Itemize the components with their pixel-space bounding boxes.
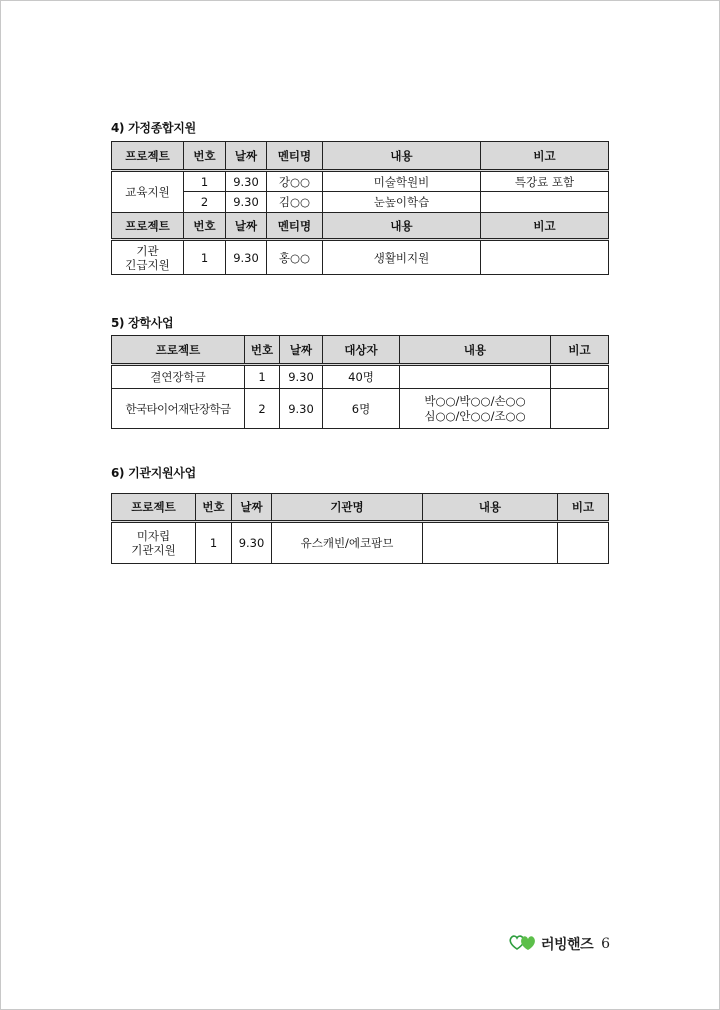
header-cell: 내용 [423,494,558,522]
table-cell: 9.30 [232,522,272,564]
table-cell: 생활비지원 [323,240,481,275]
table-header-row [112,336,609,365]
project-cell: 기관 긴급지원 [112,240,184,275]
table-cell: 9.30 [280,389,323,429]
table-cell: 9.30 [226,171,267,192]
table-row [112,365,609,389]
table-header-row [112,142,609,171]
header-cell: 번호 [184,142,226,171]
table-cell [400,365,551,389]
section-4-table [111,141,609,275]
table-cell [551,389,609,429]
project-cell: 미자립 기관지원 [112,522,196,564]
header-cell: 번호 [196,494,232,522]
table-cell: 홍○○ [267,240,323,275]
header-cell: 프로젝트 [112,494,196,522]
table-cell: 2 [245,389,280,429]
header-cell: 비고 [551,336,609,365]
header-cell: 기관명 [272,494,423,522]
table-row [112,389,609,429]
header-cell: 비고 [558,494,609,522]
header-cell: 날짜 [226,142,267,171]
table-cell: 6명 [323,389,400,429]
table-cell: 2 [184,192,226,213]
header-cell: 내용 [323,213,481,240]
header-cell: 프로젝트 [112,336,245,365]
table-cell: 박○○/박○○/손○○ 심○○/안○○/조○○ [400,389,551,429]
table-cell: 9.30 [280,365,323,389]
table-cell: 1 [245,365,280,389]
header-cell: 날짜 [280,336,323,365]
header-cell: 대상자 [323,336,400,365]
header-cell: 날짜 [226,213,267,240]
header-cell: 프로젝트 [112,213,184,240]
heart-leaf-icon [508,932,538,956]
table-header-row [112,213,609,240]
header-cell: 내용 [400,336,551,365]
header-cell: 멘티명 [267,213,323,240]
header-cell: 번호 [245,336,280,365]
table-row [112,240,609,275]
page-number: 6 [601,936,611,952]
header-cell: 비고 [481,213,609,240]
project-cell: 교육지원 [112,171,184,213]
table-cell [423,522,558,564]
table-row [112,522,609,564]
table-cell: 9.30 [226,192,267,213]
header-cell: 비고 [481,142,609,171]
table-row [112,192,609,213]
table-cell [481,192,609,213]
table-cell: 1 [184,171,226,192]
brand-name: 러빙핸즈 [541,937,594,953]
table-cell: 9.30 [226,240,267,275]
table-cell: 1 [184,240,226,275]
section-5-title: 5) 장학사업 [111,316,174,330]
table-cell: 결연장학금 [112,365,245,389]
table-cell: 40명 [323,365,400,389]
table-cell [558,522,609,564]
header-cell: 번호 [184,213,226,240]
header-cell: 날짜 [232,494,272,522]
header-cell: 내용 [323,142,481,171]
table-cell [551,365,609,389]
section-5-table [111,335,609,429]
header-cell: 프로젝트 [112,142,184,171]
table-cell: 미술학원비 [323,171,481,192]
table-cell: 한국타이어재단장학금 [112,389,245,429]
table-cell: 눈높이학습 [323,192,481,213]
table-cell: 유스캐빈/에코팜므 [272,522,423,564]
table-cell: 김○○ [267,192,323,213]
table-header-row [112,494,609,522]
table-row [112,171,609,192]
table-cell: 특강료 포함 [481,171,609,192]
footer [508,932,610,956]
header-cell: 멘티명 [267,142,323,171]
section-6-table [111,493,609,564]
table-cell [481,240,609,275]
table-cell: 강○○ [267,171,323,192]
section-4-title: 4) 가정종합지원 [111,121,196,135]
section-6-title: 6) 기관지원사업 [111,466,196,480]
table-cell: 1 [196,522,232,564]
